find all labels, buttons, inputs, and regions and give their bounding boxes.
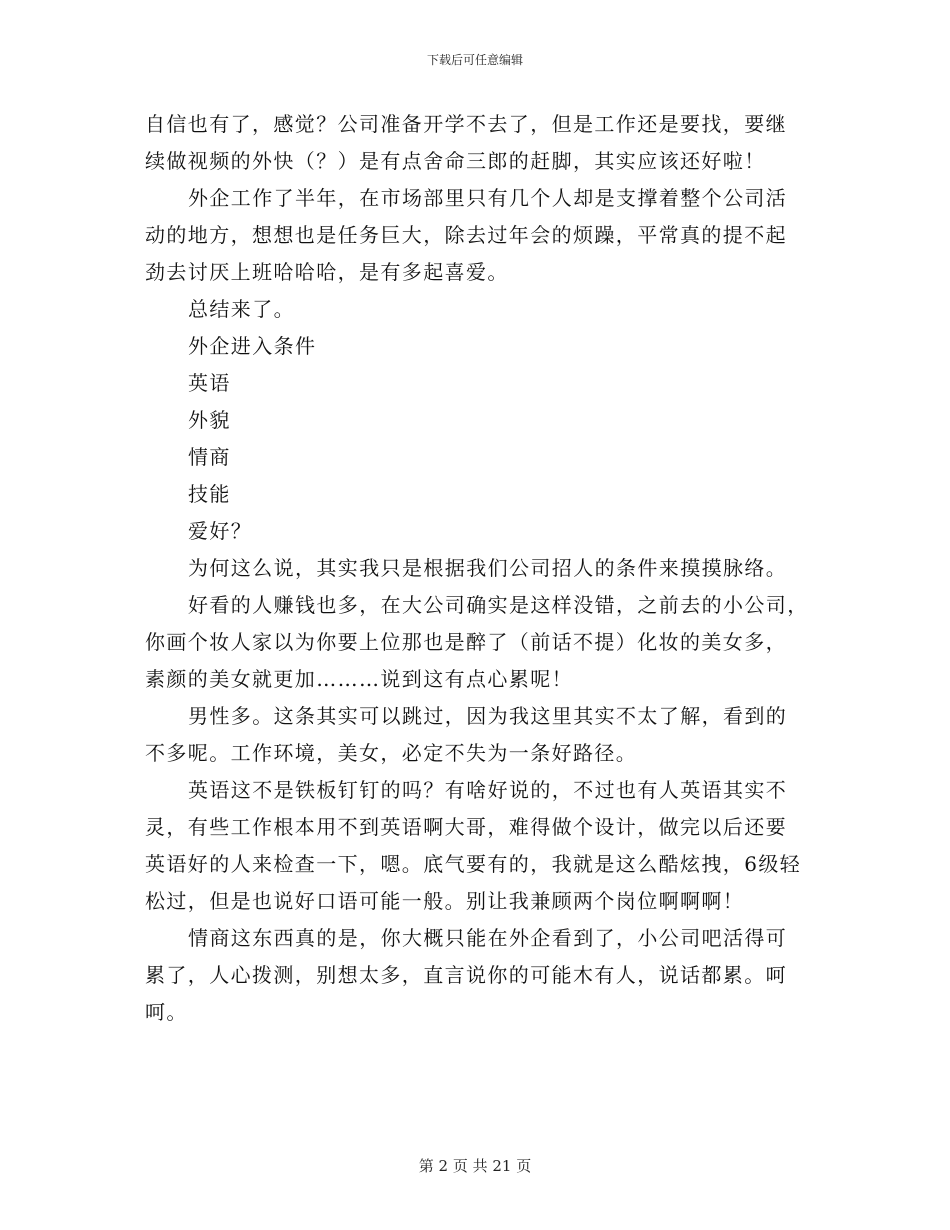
text-line: 爱好？ xyxy=(188,519,253,543)
text-line: 素颜的美女就更加………说到这有点心累呢！ xyxy=(145,667,573,691)
text-line: 你画个妆人家以为你要上位那也是醉了（前话不提）化妆的美女多， xyxy=(145,630,787,654)
text-line: 技能 xyxy=(188,482,231,506)
document-body xyxy=(145,106,810,1031)
text-line: 英语这不是铁板钉钉的吗？有啥好说的，不过也有人英语其实不 xyxy=(188,778,788,802)
text-line: 不多呢。工作环境，美女，必定不失为一条好路径。 xyxy=(145,741,638,765)
text-line: 松过，但是也说好口语可能一般。别让我兼顾两个岗位啊啊啊！ xyxy=(145,889,745,913)
text-line: 总结来了。 xyxy=(188,297,295,321)
text-line: 为何这么说，其实我只是根据我们公司招人的条件来摸摸脉络。 xyxy=(188,556,788,580)
text-line: 外企工作了半年，在市场部里只有几个人却是支撑着整个公司活 xyxy=(188,186,788,210)
text-line: 情商 xyxy=(188,445,231,469)
text-line: 好看的人赚钱也多，在大公司确实是这样没错，之前去的小公司， xyxy=(188,593,809,617)
page-number: 第 2 页 共 21 页 xyxy=(418,1157,532,1175)
text-line: 男性多。这条其实可以跳过，因为我这里其实不太了解，看到的 xyxy=(188,704,788,728)
text-line: 呵。 xyxy=(145,1000,188,1024)
text-line: 续做视频的外快（？）是有点舍命三郎的赶脚，其实应该还好啦！ xyxy=(145,149,766,173)
text-line: 外企进入条件 xyxy=(188,334,317,358)
text-line: 劲去讨厌上班哈哈哈，是有多起喜爱。 xyxy=(145,260,509,284)
text-line: 外貌 xyxy=(188,408,231,432)
text-line: 情商这东西真的是，你大概只能在外企看到了，小公司吧活得可 xyxy=(188,926,788,950)
text-line: 英语好的人来检查一下，嗯。底气要有的，我就是这么酷炫拽，6级轻 xyxy=(145,852,802,876)
text-line: 英语 xyxy=(188,371,231,395)
page-header: 下载后可任意编辑 xyxy=(426,53,523,67)
text-line: 自信也有了，感觉？公司准备开学不去了，但是工作还是要找，要继 xyxy=(145,112,787,136)
text-line: 动的地方，想想也是任务巨大，除去过年会的烦躁，平常真的提不起 xyxy=(145,223,787,247)
text-line: 灵，有些工作根本用不到英语啊大哥，难得做个设计，做完以后还要 xyxy=(145,815,787,839)
text-line: 累了，人心拨测，别想太多，直言说你的可能木有人，说话都累。呵 xyxy=(145,963,787,987)
